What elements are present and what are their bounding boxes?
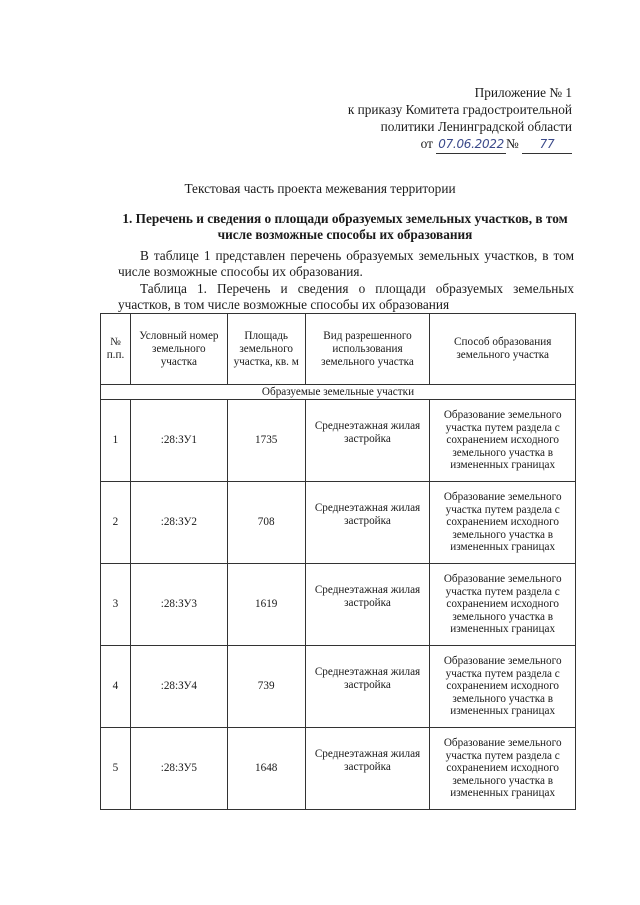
cell-parcel-id: :28:ЗУ1 bbox=[130, 400, 227, 482]
cell-permitted-use bbox=[305, 482, 430, 564]
table-row bbox=[101, 400, 576, 482]
order-date: 07.06.2022 bbox=[438, 137, 504, 151]
header-number: № п.п. bbox=[101, 314, 131, 385]
header-permitted-use: Вид разрешенного использования земельного участка bbox=[305, 314, 430, 385]
cell-number: 5 bbox=[101, 728, 131, 810]
parcels-table bbox=[100, 313, 576, 810]
order-number: 77 bbox=[539, 137, 555, 151]
header-formation-method: Способ образования земельного участка bbox=[430, 314, 576, 385]
permitted-use-text: Среднеэтажная жилая застройка bbox=[314, 747, 421, 773]
cell-parcel-id: :28:ЗУ2 bbox=[130, 482, 227, 564]
header-area: Площадь земельного участка, кв. м bbox=[227, 314, 305, 385]
cell-permitted-use bbox=[305, 728, 430, 810]
order-number-field bbox=[522, 135, 572, 154]
cell-formation-method: Образование земельного участка путем раздела с сохранением исходного земельного участка в измененных границах bbox=[430, 564, 576, 646]
order-reference: к приказу Комитета градостроительной bbox=[347, 102, 572, 117]
cell-number: 1 bbox=[101, 400, 131, 482]
permitted-use-text: Среднеэтажная жилая застройка bbox=[314, 583, 421, 609]
table-row bbox=[101, 728, 576, 810]
order-date-number bbox=[348, 135, 572, 154]
intro-paragraph: В таблице 1 представлен перечень образуемых земельных участков, в том числе возможные способы их образования. bbox=[118, 248, 574, 279]
permitted-use-text: Среднеэтажная жилая застройка bbox=[314, 665, 421, 691]
from-label: от bbox=[420, 136, 433, 151]
cell-area: 708 bbox=[227, 482, 305, 564]
table-row bbox=[101, 564, 576, 646]
permitted-use-text: Среднеэтажная жилая застройка bbox=[314, 501, 421, 527]
cell-area: 1619 bbox=[227, 564, 305, 646]
table-header-row bbox=[101, 314, 576, 385]
cell-permitted-use bbox=[305, 400, 430, 482]
order-date-field bbox=[436, 135, 506, 154]
section-title: 1. Перечень и сведения о площади образуемых земельных участков, в том числе возможные способы их образования bbox=[122, 211, 568, 242]
cell-formation-method: Образование земельного участка путем раздела с сохранением исходного земельного участка в измененных границах bbox=[430, 482, 576, 564]
cell-formation-method: Образование земельного участка путем раздела с сохранением исходного земельного участка в измененных границах bbox=[430, 646, 576, 728]
cell-area: 1735 bbox=[227, 400, 305, 482]
cell-number: 4 bbox=[101, 646, 131, 728]
appendix-number: Приложение № 1 bbox=[474, 85, 572, 100]
committee-name: политики Ленинградской области bbox=[380, 119, 572, 134]
table-group-row bbox=[101, 385, 576, 400]
number-label: № bbox=[505, 136, 519, 151]
cell-area: 739 bbox=[227, 646, 305, 728]
cell-parcel-id: :28:ЗУ5 bbox=[130, 728, 227, 810]
appendix-header bbox=[348, 84, 572, 154]
cell-permitted-use bbox=[305, 646, 430, 728]
cell-number: 3 bbox=[101, 564, 131, 646]
cell-parcel-id: :28:ЗУ4 bbox=[130, 646, 227, 728]
cell-area: 1648 bbox=[227, 728, 305, 810]
cell-permitted-use bbox=[305, 564, 430, 646]
permitted-use-text: Среднеэтажная жилая застройка bbox=[314, 419, 421, 445]
header-parcel-id: Условный номер земельного участка bbox=[130, 314, 227, 385]
table-row bbox=[101, 482, 576, 564]
table-row bbox=[101, 646, 576, 728]
document-title: Текстовая часть проекта межевания территории bbox=[184, 181, 456, 196]
group-label: Образуемые земельные участки bbox=[101, 385, 576, 400]
table-caption: Таблица 1. Перечень и сведения о площади образуемых земельных участков, в том числе возможные способы их образования bbox=[118, 281, 574, 312]
cell-number: 2 bbox=[101, 482, 131, 564]
cell-formation-method: Образование земельного участка путем раздела с сохранением исходного земельного участка в измененных границах bbox=[430, 400, 576, 482]
cell-parcel-id: :28:ЗУ3 bbox=[130, 564, 227, 646]
cell-formation-method: Образование земельного участка путем раздела с сохранением исходного земельного участка в измененных границах bbox=[430, 728, 576, 810]
